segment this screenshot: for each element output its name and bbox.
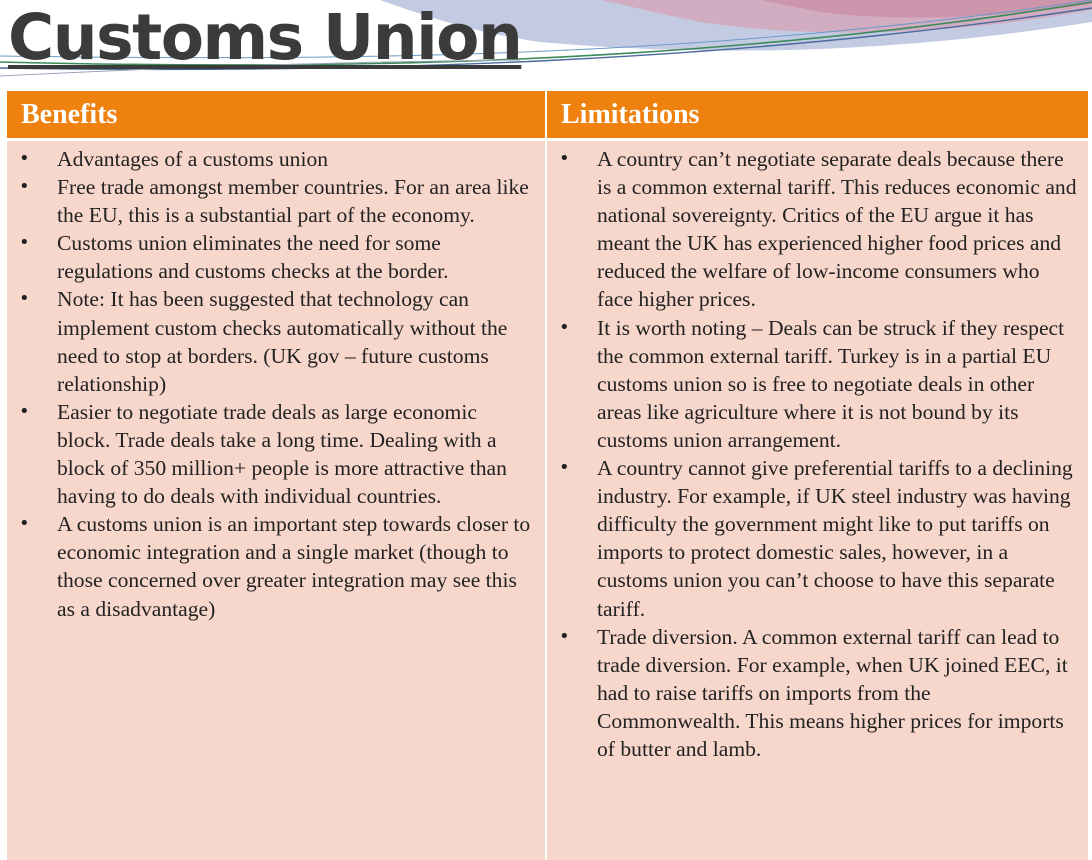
benefits-list [19, 145, 535, 623]
benefit-item: • Easier to negotiate trade deals as large economic block. Trade deals take a long time. Dealing with a block of 350 million+ people is more attractive than having to do deals with individual countries. [19, 398, 535, 510]
limitation-item: • A country can’t negotiate separate deals because there is a common external tariff. This reduces economic and national sovereignty. Critics of the EU argue it has meant the UK has experienced higher food prices and reduced the welfare of low-income consumers who face higher prices. [559, 145, 1078, 314]
comparison-table [7, 91, 1088, 860]
benefit-item: • Advantages of a customs union [19, 145, 535, 173]
benefit-item: • A customs union is an important step towards closer to economic integration and a single market (though to those concerned over greater integration may see this as a disadvantage) [19, 510, 535, 622]
slide-title: Customs Union [8, 1, 522, 74]
limitation-item: • Trade diversion. A common external tariff can lead to trade diversion. For example, when UK joined EEC, it had to raise tariffs on imports from the Commonwealth. This means higher prices for imports of butter and lamb. [559, 623, 1078, 763]
limitations-cell [547, 138, 1088, 860]
benefits-header: Benefits [7, 91, 547, 138]
benefit-item: • Customs union eliminates the need for some regulations and customs checks at the border. [19, 229, 535, 285]
limitation-item: • A country cannot give preferential tariffs to a declining industry. For example, if UK steel industry was having difficulty the government might like to put tariffs on imports to protect domestic sales, however, in a customs union you can’t choose to have this separate tariff. [559, 454, 1078, 623]
benefit-item: • Note: It has been suggested that technology can implement custom checks automatically without the need to stop at borders. (UK gov – future customs relationship) [19, 285, 535, 397]
benefits-cell [7, 138, 547, 860]
limitation-item: • It is worth noting – Deals can be struck if they respect the common external tariff. Turkey is in a partial EU customs union so is free to negotiate deals in other areas like agriculture where it is not bound by its customs union arrangement. [559, 314, 1078, 454]
limitations-list [559, 145, 1078, 763]
limitations-header: Limitations [547, 91, 1088, 138]
benefit-item: • Free trade amongst member countries. For an area like the EU, this is a substantial part of the economy. [19, 173, 535, 229]
